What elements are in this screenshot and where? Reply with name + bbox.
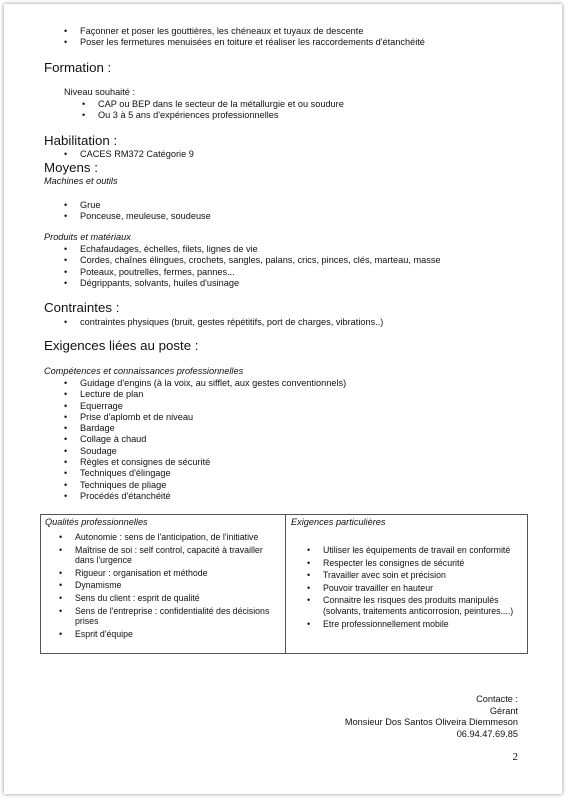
- list-item: • Pouvoir travailler en hauteur: [303, 583, 523, 594]
- list-item: • Techniques d'élingage: [62, 468, 532, 479]
- list-item: • Règles et consignes de sécurité: [62, 457, 532, 468]
- list-item: • Etre professionnellement mobile: [303, 619, 523, 630]
- list-item: • Ponceuse, meuleuse, soudeuse: [62, 211, 522, 222]
- contraintes-heading: Contraintes :: [44, 300, 120, 315]
- list-item: • CACES RM372 Catégorie 9: [62, 149, 522, 160]
- exigences-heading: Exigences liées au poste :: [44, 338, 199, 353]
- list-item: • Guidage d'engins (à la voix, au sifflet, aux gestes conventionnels): [62, 378, 532, 389]
- top-list: [62, 26, 532, 49]
- contact-role: Gérant: [489, 705, 518, 716]
- list-item: • Grue: [62, 200, 522, 211]
- list-item: • Lecture de plan: [62, 389, 532, 400]
- contact-name: Monsieur Dos Santos Oliveira Diemmeson: [344, 717, 518, 727]
- produits-list: [62, 244, 532, 289]
- list-item: • Prise d'aplomb et de niveau: [62, 412, 532, 423]
- machines-subheading: Machines et outils: [44, 176, 118, 186]
- list-item: • Rigueur : organisation et méthode: [55, 568, 279, 579]
- list-item: • Cordes, chaînes élingues, crochets, sangles, palans, crics, pinces, clés, marteau, masse: [62, 255, 532, 266]
- formation-intro: Niveau souhaité :: [64, 87, 135, 97]
- contact-block: [345, 694, 518, 740]
- machines-list: [62, 200, 522, 223]
- qualities-table: [40, 514, 528, 654]
- list-item: • Sens de l'entreprise : confidentialité des décisions prises: [55, 606, 279, 627]
- formation-heading: Formation :: [44, 60, 112, 75]
- list-item: • Equerrage: [62, 401, 532, 412]
- list-item: • Collage à chaud: [62, 434, 532, 445]
- contact-label: Contacte :: [476, 694, 518, 704]
- produits-subheading: Produits et matériaux: [44, 232, 131, 242]
- qualites-list: [55, 532, 279, 641]
- list-item: • Dégrippants, solvants, huiles d'usinage: [62, 278, 532, 289]
- exigences-particulieres-list: [303, 545, 523, 631]
- list-item: • Esprit d'équipe: [55, 629, 279, 640]
- table-divider: [285, 515, 286, 653]
- habilitation-list: [62, 149, 522, 160]
- list-item: • contraintes physiques (bruit, gestes répétitifs, port de charges, vibrations..): [62, 317, 532, 328]
- list-item: • Poser les fermetures menuisées en toiture et réaliser les raccordements d'étanchéité: [62, 37, 532, 48]
- list-item: • Procédés d'étanchéité: [62, 491, 532, 502]
- list-item: • Echafaudages, échelles, filets, lignes de vie: [62, 244, 532, 255]
- list-item: • Façonner et poser les gouttières, les chéneaux et tuyaux de descente: [62, 26, 532, 37]
- list-item: • Dynamisme: [55, 580, 279, 591]
- list-item: • Utiliser les équipements de travail en conformité: [303, 545, 523, 556]
- list-item: • Ou 3 à 5 ans d'expériences professionnelles: [80, 110, 520, 121]
- moyens-heading: Moyens :: [44, 160, 98, 175]
- list-item: • Connaitre les risques des produits manipulés (solvants, traitements anticorrosion, peintures....): [303, 595, 523, 616]
- page-number: 2: [512, 751, 518, 763]
- contraintes-list: [62, 317, 532, 328]
- list-item: • Bardage: [62, 423, 532, 434]
- formation-list: [80, 99, 520, 122]
- list-item: • Soudage: [62, 446, 532, 457]
- habilitation-heading: Habilitation :: [44, 133, 118, 148]
- list-item: • Sens du client : esprit de qualité: [55, 593, 279, 604]
- list-item: • Poteaux, poutrelles, fermes, pannes...: [62, 267, 532, 278]
- competences-list: [62, 378, 532, 502]
- list-item: • Travailler avec soin et précision: [303, 570, 523, 581]
- list-item: • Autonomie : sens de l'anticipation, de l'initiative: [55, 532, 279, 543]
- list-item: • CAP ou BEP dans le secteur de la métallurgie et ou soudure: [80, 99, 520, 110]
- list-item: • Techniques de pliage: [62, 480, 532, 491]
- contact-phone: 06.94.47.69.85: [456, 728, 518, 739]
- document-page: [4, 4, 562, 794]
- exigences-particulieres-title: Exigences particulières: [291, 517, 386, 527]
- competences-subheading: Compétences et connaissances professionnelles: [44, 366, 244, 376]
- list-item: • Respecter les consignes de sécurité: [303, 558, 523, 569]
- qualites-title: Qualités professionnelles: [45, 517, 148, 527]
- list-item: • Maîtrise de soi : self control, capacité à travailler dans l'urgence: [55, 545, 279, 566]
